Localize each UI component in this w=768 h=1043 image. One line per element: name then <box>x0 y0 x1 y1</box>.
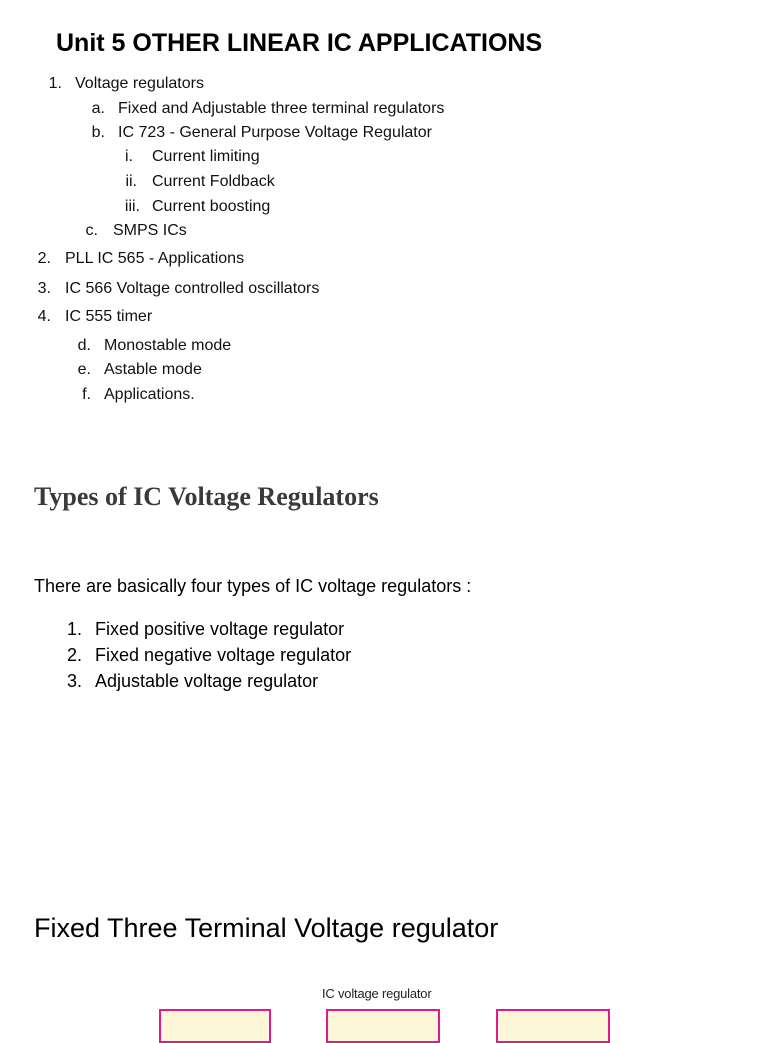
diagram-label: IC voltage regulator <box>322 986 432 1001</box>
list-marker: c. <box>85 222 98 239</box>
list-text: Current boosting <box>152 198 271 215</box>
list-text: Fixed positive voltage regulator <box>95 619 345 639</box>
list-marker: 1. <box>66 619 82 639</box>
list-text: IC 723 - General Purpose Voltage Regulator <box>118 124 432 141</box>
list-marker: 3. <box>37 280 51 297</box>
list-text: Astable mode <box>104 361 202 378</box>
list-marker: d. <box>77 337 91 354</box>
subsection-heading: Fixed Three Terminal Voltage regulator <box>34 913 499 943</box>
list-marker: 4. <box>37 308 51 325</box>
list-marker: 2. <box>37 250 51 267</box>
list-text: Voltage regulators <box>75 75 204 92</box>
intro-paragraph: There are basically four types of IC voltage regulators : <box>34 576 472 596</box>
list-marker: 2. <box>66 645 82 665</box>
list-text: Applications. <box>104 386 195 403</box>
list-marker: iii. <box>124 198 140 215</box>
list-text: Current Foldback <box>152 173 275 190</box>
list-marker: a. <box>91 100 105 117</box>
list-text: SMPS ICs <box>113 222 187 239</box>
list-marker: e. <box>77 361 91 378</box>
diagram-block-regulator <box>326 1009 440 1043</box>
page-title: Unit 5 OTHER LINEAR IC APPLICATIONS <box>56 29 543 57</box>
list-marker: f. <box>82 386 91 403</box>
diagram-block-output <box>496 1009 610 1043</box>
list-text: Current limiting <box>152 148 260 165</box>
list-text: Fixed negative voltage regulator <box>95 645 352 665</box>
list-marker: b. <box>91 124 105 141</box>
diagram-block-input <box>159 1009 271 1043</box>
list-text: Fixed and Adjustable three terminal regulators <box>118 100 445 117</box>
list-text: IC 566 Voltage controlled oscillators <box>65 280 320 297</box>
list-marker: i. <box>125 148 133 165</box>
list-marker: 1. <box>48 75 62 92</box>
list-marker: 3. <box>66 671 82 691</box>
list-marker: ii. <box>125 173 137 190</box>
list-text: IC 555 timer <box>65 308 153 325</box>
list-text: Adjustable voltage regulator <box>95 671 319 691</box>
section-heading: Types of IC Voltage Regulators <box>34 482 379 511</box>
list-text: Monostable mode <box>104 337 232 354</box>
list-text: PLL IC 565 - Applications <box>65 250 245 267</box>
